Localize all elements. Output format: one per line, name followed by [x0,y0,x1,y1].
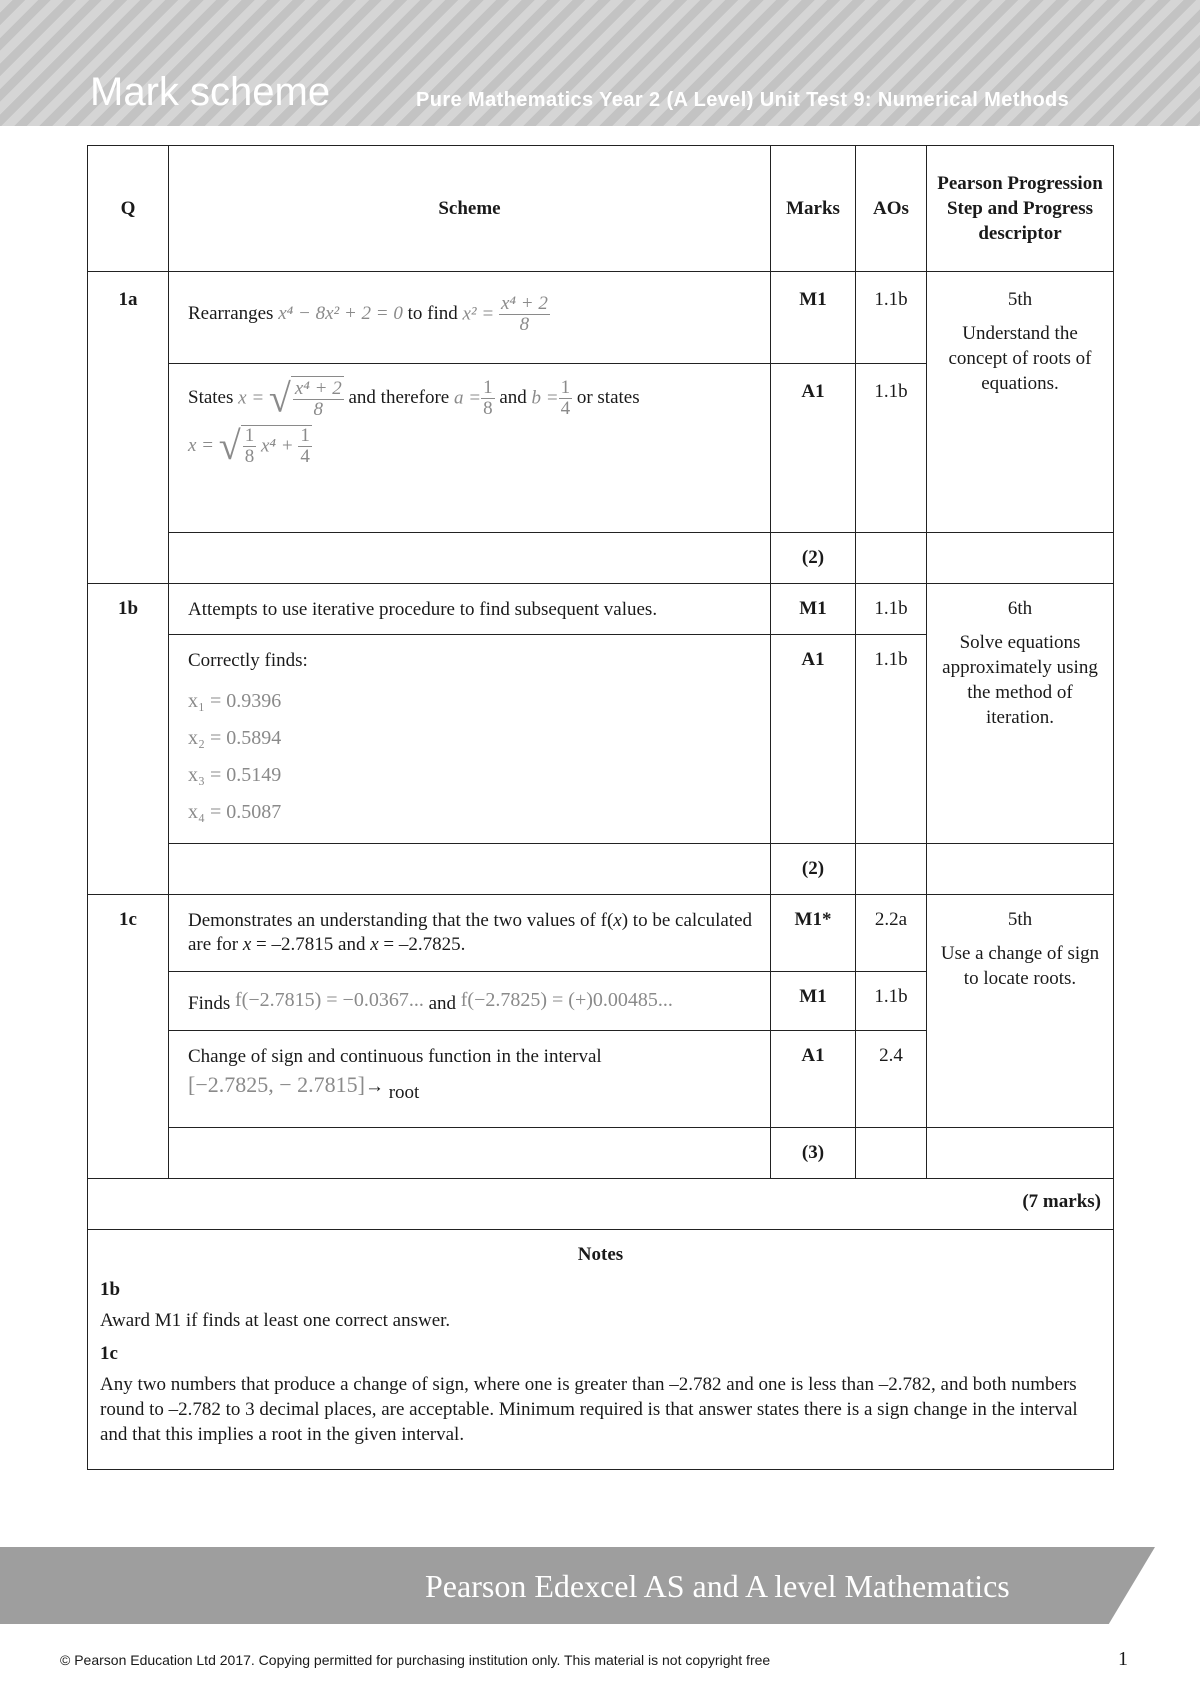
iteration-value: x₂ = 0.5894 [188,727,282,749]
scheme-1b-row1: Attempts to use iterative procedure to find subsequent values. [169,584,771,635]
scheme-line [188,425,752,467]
progression-step: 5th [1007,289,1033,310]
fraction-numerator: 1 [560,377,571,399]
scheme-text: = –2.7815 and [251,934,371,955]
notes-row [88,1230,1114,1470]
equation-lhs: a = [453,387,482,409]
scheme-text: = –2.7825. [378,934,466,955]
ao-1c-row2: 1.1b [856,972,927,1031]
notes-section [88,1230,1114,1470]
ao-1b-row2: 1.1b [856,635,927,844]
fraction [293,379,344,420]
marks-1a-row1: M1 [771,272,856,364]
scheme-1c-row1 [169,895,771,972]
progress-descriptor: Understand the concept of roots of equations. [948,323,1092,394]
fraction-numerator: x⁴ + 2 [294,378,342,400]
question-label-1a: 1a [88,272,169,584]
ao-empty [856,1128,927,1179]
square-root [219,425,312,467]
fraction-numerator: 1 [300,425,310,447]
marks-1c-row3: A1 [771,1031,856,1128]
ao-1a-row1: 1.1b [856,272,927,364]
fraction-denominator: 8 [483,398,493,420]
note-label: 1c [100,1343,118,1364]
scheme-text: to find [402,302,463,324]
question-label-1c: 1c [88,895,169,1179]
table-row [88,533,1114,584]
scheme-1a-row2 [169,364,771,533]
marks-1a-row2: A1 [771,364,856,533]
ao-1a-row2: 1.1b [856,364,927,533]
scheme-text: or states [576,387,640,408]
table-row [88,584,1114,635]
equation: f(−2.7825) = (+)0.00485... [460,989,673,1011]
scheme-line [188,376,752,421]
equation-term: x⁴ + [260,435,294,457]
page-title: Mark scheme [90,70,331,114]
scheme-text: Change of sign and continuous function in the interval [188,1046,602,1067]
marks-1c-row1: M1* [771,895,856,972]
header-marks: Marks [771,146,856,272]
header-band [0,0,1200,126]
scheme-empty [169,844,771,895]
fraction [298,426,312,467]
interval: [−2.7825, − 2.7815] [188,1072,365,1097]
header-q: Q [88,146,169,272]
scheme-text: root [383,1082,420,1103]
ao-1c-row1: 2.2a [856,895,927,972]
descriptor-empty [927,1128,1114,1179]
progression-step: 5th [1007,909,1033,930]
scheme-1c-row2 [169,972,771,1031]
header-aos: AOs [856,146,927,272]
fraction [243,426,257,467]
ao-1b-row1: 1.1b [856,584,927,635]
scheme-1b-row2 [169,635,771,844]
marks-1b-row1: M1 [771,584,856,635]
scheme-line [188,1073,752,1105]
note-label: 1b [100,1279,121,1300]
header-pearson: Pearson Progression Step and Progress descriptor [927,146,1114,272]
footer-brand: Pearson Edexcel AS and A level Mathematics [425,1568,1010,1604]
page-subtitle: Pure Mathematics Year 2 (A Level) Unit Test 9: Numerical Methods [416,89,1070,111]
fraction-numerator: 1 [244,425,255,447]
table-row [88,844,1114,895]
scheme-text: and therefore [348,387,454,408]
iteration-value: x₁ = 0.9396 [188,690,282,712]
header-scheme: Scheme [169,146,771,272]
question-label-1b: 1b [88,584,169,895]
note-text: Award M1 if finds at least one correct answer. [100,1310,451,1331]
iteration-value: x₃ = 0.5149 [188,764,282,786]
fraction-numerator: 1 [483,377,493,399]
marks-1a-total: (2) [771,533,856,584]
fraction-numerator: x⁴ + 2 [500,293,548,314]
iteration-values [188,683,752,831]
mark-scheme-table [87,145,1114,1470]
page-number: 1 [1118,1648,1128,1670]
scheme-text: ) to be calculated are for [188,910,753,955]
scheme-text: Correctly finds: [188,650,308,671]
scheme-1a-row1 [169,272,771,364]
ao-empty [856,844,927,895]
scheme-1c-row3 [169,1031,771,1128]
notes-title: Notes [577,1244,624,1265]
scheme-text: and [499,387,532,408]
equation-lhs: b = [531,387,559,409]
scheme-text: and [423,993,461,1014]
variable: x [370,934,379,955]
equation-lhs: x = [188,435,215,457]
fraction-denominator: 4 [300,446,310,468]
progress-descriptor: Solve equations approximately using the method of iteration. [942,632,1098,728]
equation-lhs: x = [238,387,265,409]
square-root [269,376,344,421]
radical-sign: √ [218,423,241,469]
fraction-denominator: 8 [313,399,324,421]
note-text: Any two numbers that produce a change of sign, where one is greater than –2.782 and one is less than –2.782, and both numbers round to –2.782 to 3 decimal places, are acceptable. Minimum required is that answer states there is a sign change in the interval and that this implies a root in the given interval. [100,1374,1078,1445]
table-row [88,895,1114,972]
marks-1b-total: (2) [771,844,856,895]
marks-1c-total: (3) [771,1128,856,1179]
scheme-text: States [188,387,239,408]
table-header-row [88,146,1114,272]
copyright-notice: © Pearson Education Ltd 2017. Copying permitted for purchasing institution only. This material is not copyright free [60,1652,771,1668]
ao-1c-row3: 2.4 [856,1031,927,1128]
descriptor-1b [927,584,1114,844]
fraction-denominator: 4 [560,398,571,420]
fraction [481,378,495,419]
fraction-denominator: 8 [519,314,530,335]
descriptor-1c [927,895,1114,1128]
descriptor-empty [927,533,1114,584]
scheme-empty [169,533,771,584]
equation-lhs: x² = [462,303,495,325]
table-row [88,1128,1114,1179]
fraction [499,294,550,335]
total-marks: (7 marks) [88,1179,1114,1230]
progress-descriptor: Use a change of sign to locate roots. [940,943,1100,989]
variable: x [242,934,252,955]
scheme-empty [169,1128,771,1179]
variable: x [613,910,622,931]
scheme-text: Demonstrates an understanding that the two values of f( [188,910,614,931]
fraction [559,378,573,419]
scheme-text: Rearranges [188,302,279,324]
equation: x⁴ − 8x² + 2 = 0 [278,302,403,324]
marks-1c-row2: M1 [771,972,856,1031]
total-row [88,1179,1114,1230]
marks-1b-row2: A1 [771,635,856,844]
fraction-denominator: 8 [244,446,255,468]
arrow-symbol: → [364,1076,384,1097]
scheme-text: Finds [188,993,235,1014]
radical-sign: √ [268,375,291,421]
equation: f(−2.7815) = −0.0367... [235,989,424,1011]
iteration-value: x₄ = 0.5087 [188,801,282,823]
progression-step: 6th [1007,598,1033,619]
table-row [88,272,1114,364]
descriptor-empty [927,844,1114,895]
ao-empty [856,533,927,584]
descriptor-1a [927,272,1114,533]
